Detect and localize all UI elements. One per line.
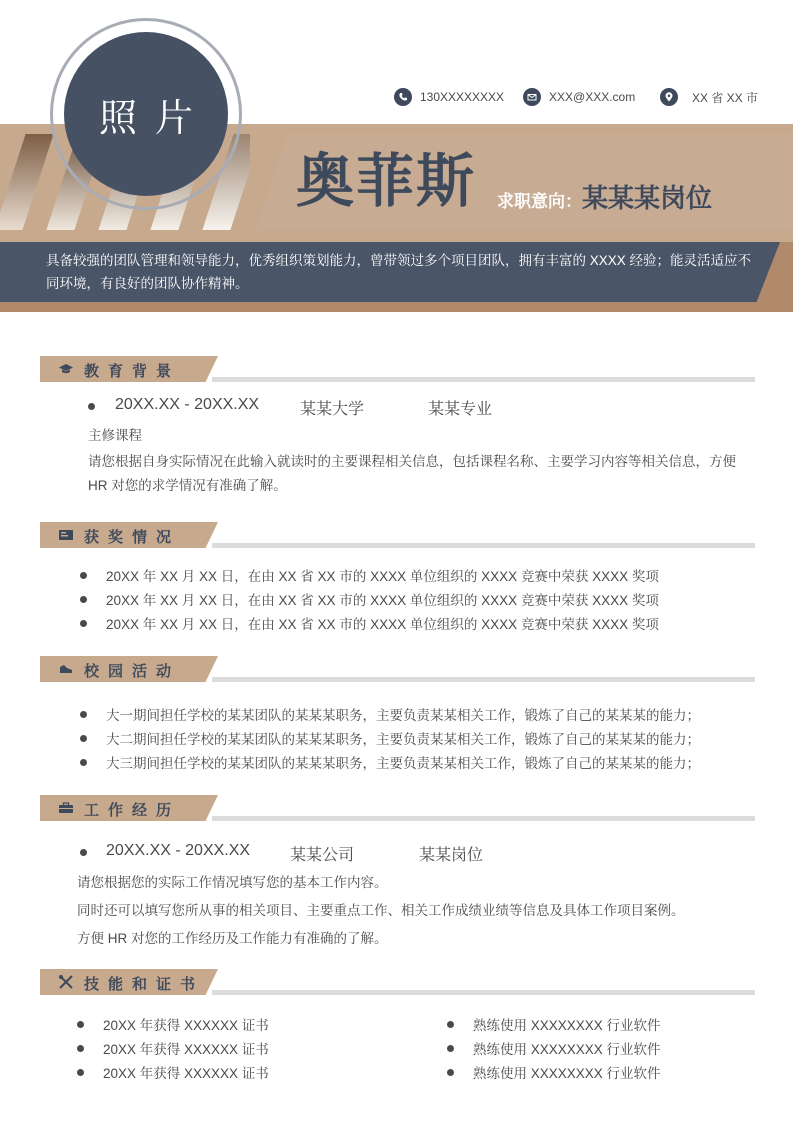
skill-software-item: 熟练使用 XXXXXXXX 行业软件 [473,1042,661,1057]
contact-location [660,88,758,106]
bullet [88,403,95,410]
section-education-header [40,356,755,382]
section-title: 技能和证书 [84,976,205,993]
skill-cert-item: 20XX 年获得 XXXXXX 证书 [103,1066,269,1081]
section-awards-header [40,522,755,548]
work-line: 请您根据您的实际工作情况填写您的基本工作内容。 [77,875,388,890]
tools-icon [58,975,74,989]
campus-item: 大二期间担任学校的某某团队的某某某职务，主要负责某某相关工作，锻炼了自己的某某某的能力； [106,732,700,747]
briefcase-icon [58,801,74,815]
work-line: 同时还可以填写您所从事的相关项目、主要重点工作、相关工作成绩业绩等信息及具体工作项目案例。 [77,903,685,918]
contact-email [523,88,635,106]
bullet [447,1045,454,1052]
skill-cert-item: 20XX 年获得 XXXXXX 证书 [103,1018,269,1033]
skill-software-item: 熟练使用 XXXXXXXX 行业软件 [473,1066,661,1081]
section-work-header [40,795,755,821]
bullet [77,1045,84,1052]
bullet [80,596,87,603]
objective-value: 某某某岗位 [582,183,713,213]
job-objective [497,178,712,215]
certificate-icon [58,528,74,542]
section-title: 工作经历 [84,802,181,819]
bullet [77,1021,84,1028]
section-title: 教育背景 [84,363,181,380]
bullet [447,1069,454,1076]
contact-phone [394,88,504,106]
campus-item: 大一期间担任学校的某某团队的某某某职务，主要负责某某相关工作，锻炼了自己的某某某的能力； [106,708,700,723]
section-divider [212,816,755,821]
bullet [80,735,87,742]
objective-label: 求职意向： [497,192,582,211]
summary-text: 具备较强的团队管理和领导能力，优秀组织策划能力，曾带领过多个项目团队，拥有丰富的 XXXX 经验；能灵活适应不同环境，有良好的团队协作精神。 [46,253,752,291]
bullet [80,759,87,766]
section-divider [212,543,755,548]
phone-icon [394,88,412,106]
candidate-name: 奥菲斯 [296,147,477,215]
course-label: 主修课程 [88,428,142,443]
bullet [447,1021,454,1028]
work-company: 某某公司 [290,847,355,864]
phone-text: 130XXXXXXXX [420,90,505,104]
award-item: 20XX 年 XX 月 XX 日，在由 XX 省 XX 市的 XXXX 单位组织的 XXXX 竞赛中荣获 XXXX 奖项 [106,569,659,584]
education-school: 某某大学 [300,401,365,418]
photo-label: 照片 [98,95,211,140]
bullet [80,620,87,627]
education-major: 某某专业 [428,401,493,418]
campus-item: 大三期间担任学校的某某团队的某某某职务，主要负责某某相关工作，锻炼了自己的某某某的能力； [106,756,700,771]
location-pin-icon [660,88,678,106]
work-position: 某某岗位 [419,847,484,864]
email-text: XXX@XXX.com [549,90,636,104]
location-text: XX 省 XX 市 [692,90,759,105]
section-campus-header [40,656,755,682]
bullet [80,711,87,718]
section-skills-header [40,969,755,995]
award-item: 20XX 年 XX 月 XX 日，在由 XX 省 XX 市的 XXXX 单位组织的 XXXX 竞赛中荣获 XXXX 奖项 [106,617,659,632]
award-item: 20XX 年 XX 月 XX 日，在由 XX 省 XX 市的 XXXX 单位组织的 XXXX 竞赛中荣获 XXXX 奖项 [106,593,659,608]
section-divider [212,677,755,682]
course-description: 请您根据自身实际情况在此输入就读时的主要课程相关信息，包括课程名称、主要学习内容等相关信息，方便 HR 对您的求学情况有准确了解。 [88,454,736,493]
bullet [77,1069,84,1076]
section-title: 校园活动 [84,663,181,680]
section-title: 获奖情况 [84,529,181,546]
section-divider [212,377,755,382]
work-line: 方便 HR 对您的工作经历及工作能力有准确的了解。 [77,931,388,946]
graduation-cap-icon [58,362,74,376]
shoe-icon [58,662,74,676]
skill-cert-item: 20XX 年获得 XXXXXX 证书 [103,1042,269,1057]
work-period: 20XX.XX - 20XX.XX [106,842,251,859]
bullet [80,849,87,856]
skill-software-item: 熟练使用 XXXXXXXX 行业软件 [473,1018,661,1033]
section-divider [212,990,755,995]
photo-placeholder[interactable] [64,32,228,196]
bullet [80,572,87,579]
education-period: 20XX.XX - 20XX.XX [115,396,260,413]
email-icon [523,88,541,106]
